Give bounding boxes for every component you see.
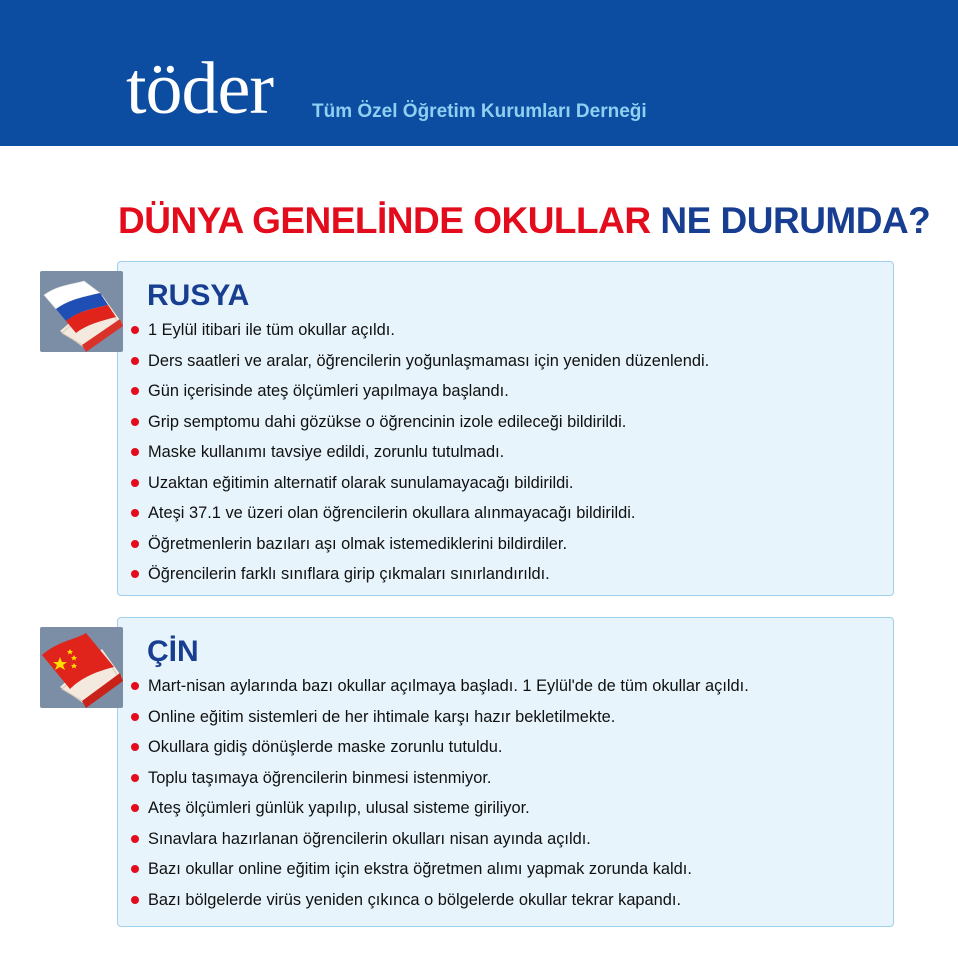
list-item: Okullara gidiş dönüşlerde maske zorunlu tutuldu. xyxy=(131,737,749,768)
list-item: Bazı bölgelerde virüs yeniden çıkınca o bölgelerde okullar tekrar kapandı. xyxy=(131,890,749,921)
bullet-icon xyxy=(131,387,139,395)
list-item: Uzaktan eğitimin alternatif olarak sunulamayacağı bildirildi. xyxy=(131,473,709,504)
bullet-icon xyxy=(131,448,139,456)
list-item: Online eğitim sistemleri de her ihtimale karşı hazır bekletilmekte. xyxy=(131,707,749,738)
tagline: Tüm Özel Öğretim Kurumları Derneği xyxy=(312,101,647,122)
bullet-icon xyxy=(131,418,139,426)
bullet-icon xyxy=(131,835,139,843)
list-item: Ateşi 37.1 ve üzeri olan öğrencilerin okullara alınmayacağı bildirildi. xyxy=(131,503,709,534)
bullet-icon xyxy=(131,326,139,334)
list-item: Öğretmenlerin bazıları aşı olmak istemediklerini bildirdiler. xyxy=(131,534,709,565)
list-item: Grip semptomu dahi gözükse o öğrencinin izole edileceği bildirildi. xyxy=(131,412,709,443)
russia-item-list xyxy=(131,320,709,595)
list-item: Bazı okullar online eğitim için ekstra öğretmen alımı yapmak zorunda kaldı. xyxy=(131,859,749,890)
page-title-red: DÜNYA GENELİNDE OKULLAR xyxy=(118,200,651,241)
list-item: Ders saatleri ve aralar, öğrencilerin yoğunlaşmaması için yeniden düzenlendi. xyxy=(131,351,709,382)
list-item: Ateş ölçümleri günlük yapılıp, ulusal sisteme giriliyor. xyxy=(131,798,749,829)
bullet-icon xyxy=(131,682,139,690)
bullet-icon xyxy=(131,804,139,812)
bullet-icon xyxy=(131,479,139,487)
list-item: Maske kullanımı tavsiye edildi, zorunlu tutulmadı. xyxy=(131,442,709,473)
bullet-icon xyxy=(131,357,139,365)
bullet-icon xyxy=(131,570,139,578)
toder-logo: töder xyxy=(126,48,274,130)
section-russia xyxy=(117,261,894,596)
section-title-china: ÇİN xyxy=(147,635,199,668)
section-china xyxy=(117,617,894,927)
section-title-russia: RUSYA xyxy=(147,279,250,312)
list-item: Gün içerisinde ateş ölçümleri yapılmaya başlandı. xyxy=(131,381,709,412)
bullet-icon xyxy=(131,509,139,517)
china-flag-book-svg xyxy=(40,627,123,708)
list-item: 1 Eylül itibari ile tüm okullar açıldı. xyxy=(131,320,709,351)
list-item: Toplu taşımaya öğrencilerin binmesi istenmiyor. xyxy=(131,768,749,799)
russia-flag-book-icon xyxy=(40,271,123,352)
page-title xyxy=(118,200,930,242)
bullet-icon xyxy=(131,865,139,873)
bullet-icon xyxy=(131,540,139,548)
bullet-icon xyxy=(131,713,139,721)
list-item: Sınavlara hazırlanan öğrencilerin okulları nisan ayında açıldı. xyxy=(131,829,749,860)
list-item: Öğrencilerin farklı sınıflara girip çıkmaları sınırlandırıldı. xyxy=(131,564,709,595)
russia-flag-book-svg xyxy=(40,271,123,352)
china-flag-book-icon xyxy=(40,627,123,708)
page-title-blue: NE DURUMDA? xyxy=(650,200,931,241)
bullet-icon xyxy=(131,896,139,904)
china-item-list xyxy=(131,676,749,920)
bullet-icon xyxy=(131,743,139,751)
list-item: Mart-nisan aylarında bazı okullar açılmaya başladı. 1 Eylül'de de tüm okullar açıldı. xyxy=(131,676,749,707)
bullet-icon xyxy=(131,774,139,782)
header-banner xyxy=(0,0,958,146)
